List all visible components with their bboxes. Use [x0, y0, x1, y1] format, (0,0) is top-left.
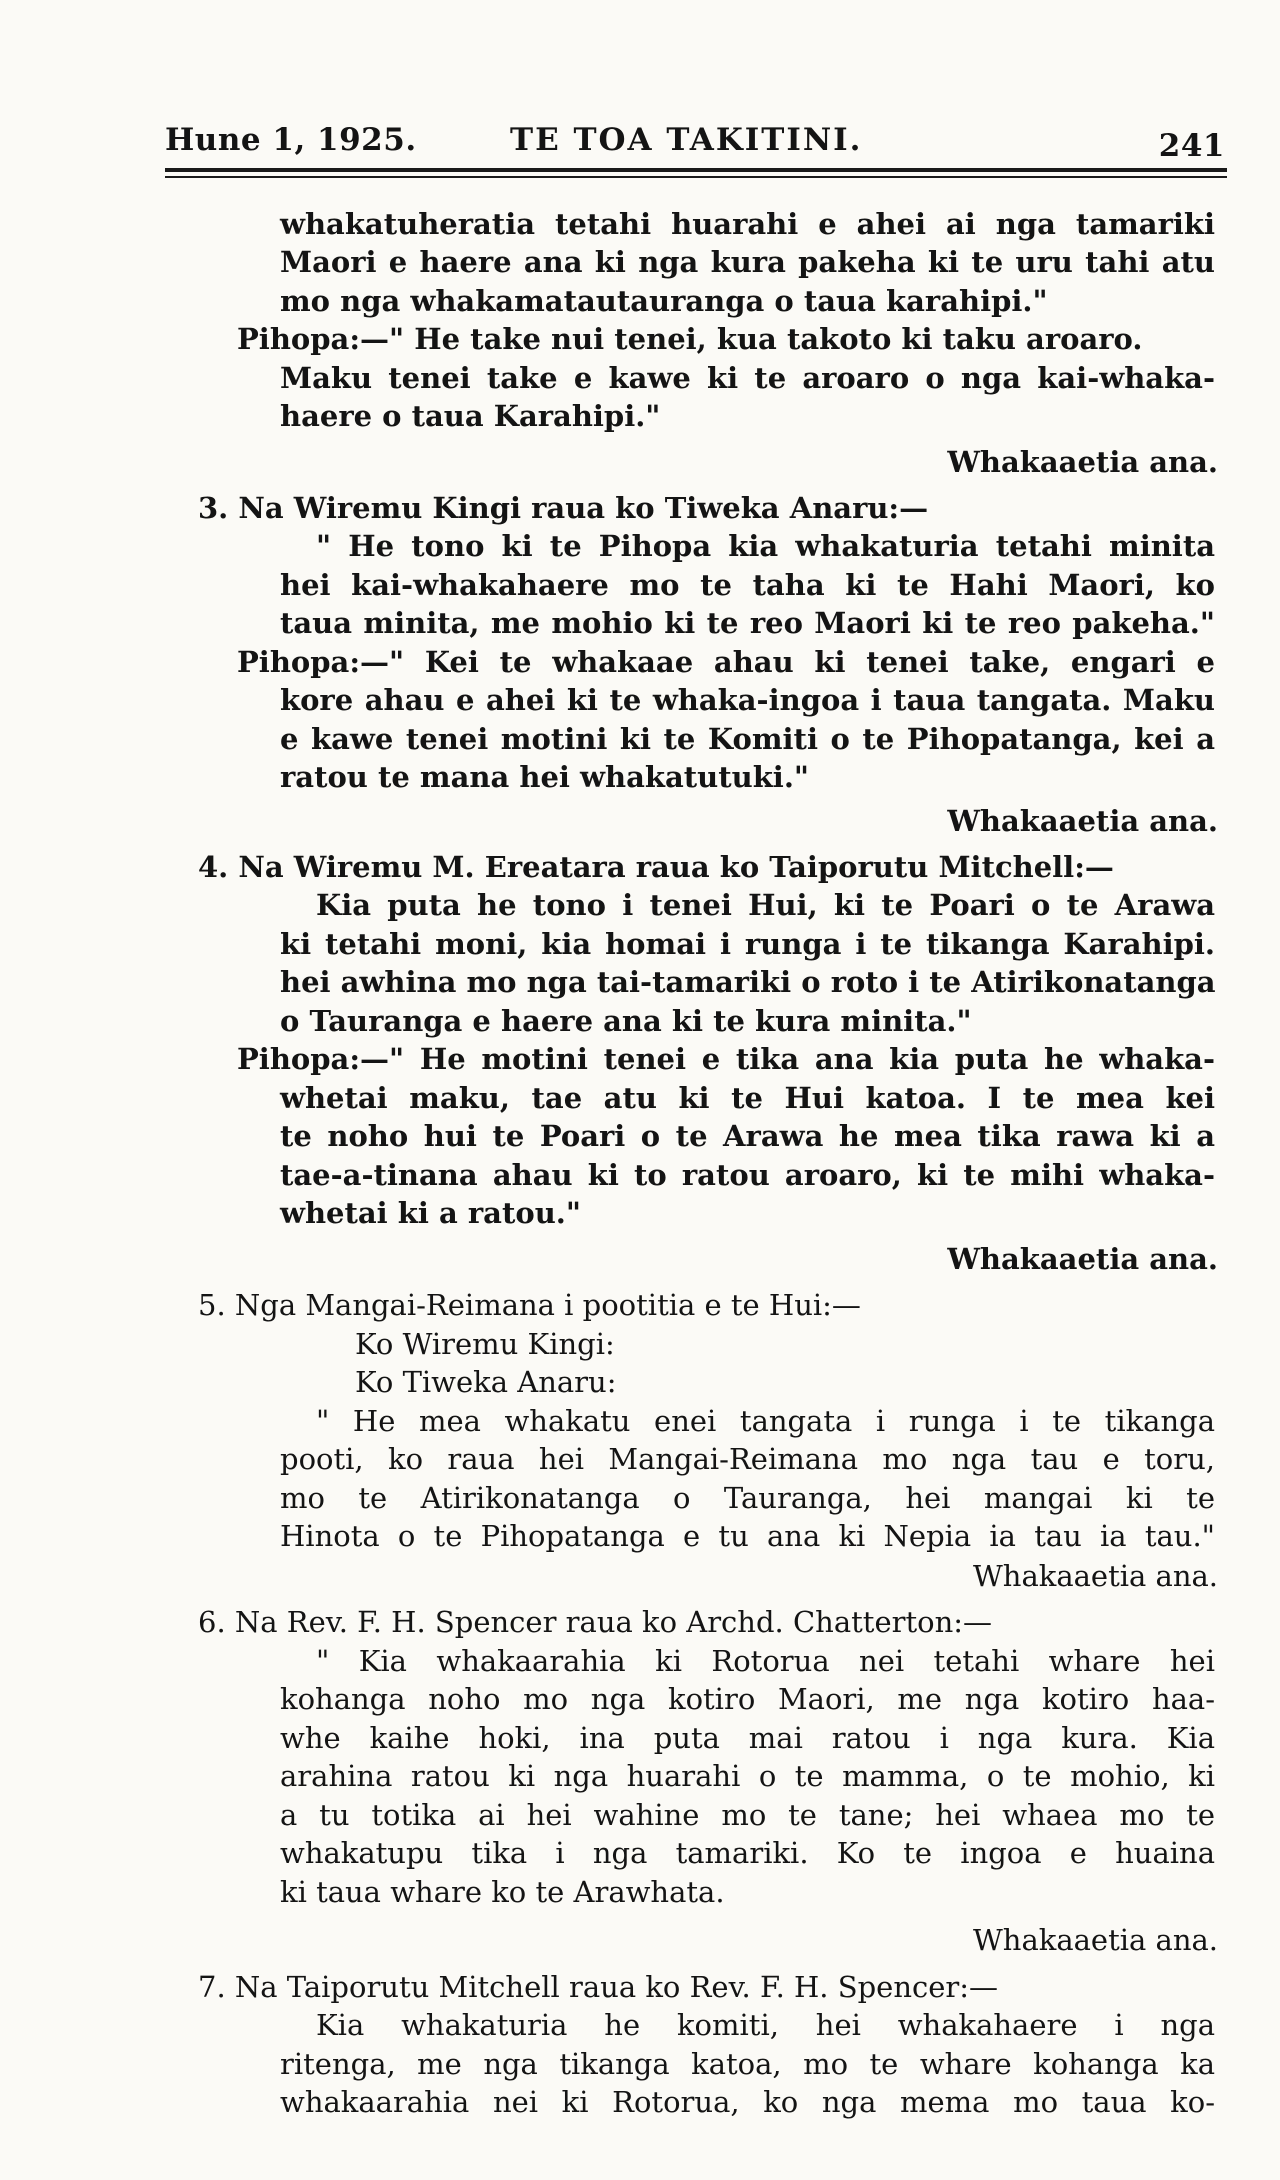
item-heading: 5. Nga Mangai-Reimana i pootitia e te Hui:— [198, 1288, 861, 1322]
header-rule-thin [165, 176, 1227, 178]
text-line: Maori e haere ana ki nga kura pakeha ki te uru tahi atu [280, 245, 1215, 279]
text-line: ratou te mana hei whakatutuki." [280, 760, 810, 794]
text-line: whakatupu tika i nga tamariki. Ko te ingoa e huaina [280, 1836, 1215, 1870]
text-line: Ko Tiweka Anaru: [355, 1365, 617, 1399]
text-line: mo te Atirikonatanga o Tauranga, hei mangai ki te [280, 1481, 1215, 1515]
text-line: " Kia whakaarahia ki Rotorua nei tetahi whare hei [316, 1644, 1215, 1678]
page-number: 241 [1158, 128, 1225, 164]
text-line: ritenga, me nga tikanga katoa, mo te whare kohanga ka [280, 2047, 1215, 2081]
approval-line: Whakaaetia ana. [947, 1242, 1218, 1276]
text-line: e kawe tenei motini ki te Komiti o te Pihopatanga, kei a [280, 722, 1215, 756]
text-line: haere o taua Karahipi." [280, 399, 661, 433]
running-header [165, 122, 1225, 170]
approval-line: Whakaaetia ana. [947, 445, 1218, 479]
text-line: Pihopa:—" He motini tenei e tika ana kia puta he whaka- [237, 1042, 1215, 1076]
text-line: whe kaihe hoki, ina puta mai ratou i nga kura. Kia [280, 1721, 1215, 1755]
item-heading: 3. Na Wiremu Kingi raua ko Tiweka Anaru:— [198, 491, 929, 525]
header-date: Hune 1, 1925. [165, 122, 417, 158]
text-line: Maku tenei take e kawe ki te aroaro o nga kai-whaka- [280, 361, 1215, 395]
item-heading: 4. Na Wiremu M. Ereatara raua ko Taiporutu Mitchell:— [198, 850, 1114, 884]
text-line: kohanga noho mo nga kotiro Maori, me nga kotiro haa- [280, 1682, 1215, 1716]
approval-line: Whakaaetia ana. [947, 804, 1218, 838]
text-line: hei kai-whakahaere mo te taha ki te Hahi Maori, ko [280, 568, 1215, 602]
text-line: Hinota o te Pihopatanga e tu ana ki Nepia ia tau ia tau." [280, 1519, 1215, 1553]
text-line: " He mea whakatu enei tangata i runga i te tikanga [316, 1404, 1215, 1438]
text-line: ki taua whare ko te Arawhata. [280, 1875, 725, 1909]
text-line: Pihopa:—" Kei te whakaae ahau ki tenei take, engari e [237, 645, 1215, 679]
text-line: te noho hui te Poari o te Arawa he mea tika rawa ki a [280, 1119, 1215, 1153]
text-line: Kia whakaturia he komiti, hei whakahaere i nga [316, 2008, 1215, 2042]
item-heading: 7. Na Taiporutu Mitchell raua ko Rev. F. H. Spencer:— [198, 1970, 999, 2004]
text-line: hei awhina mo nga tai-tamariki o roto i te Atirikonatanga [280, 965, 1216, 999]
text-line: " He tono ki te Pihopa kia whakaturia tetahi minita [316, 529, 1215, 563]
text-line: ki tetahi moni, kia homai i runga i te tikanga Karahipi. [280, 927, 1215, 961]
text-line: whakaarahia nei ki Rotorua, ko nga mema mo taua ko- [280, 2085, 1215, 2119]
text-line: arahina ratou ki nga huarahi o te mamma, o te mohio, ki [280, 1759, 1215, 1793]
text-line: taua minita, me mohio ki te reo Maori ki te reo pakeha." [280, 606, 1215, 640]
header-rule [165, 168, 1227, 172]
text-line: o Tauranga e haere ana ki te kura minita." [280, 1004, 972, 1038]
text-line: Ko Wiremu Kingi: [355, 1327, 615, 1361]
text-line: pooti, ko raua hei Mangai-Reimana mo nga tau e toru, [280, 1442, 1215, 1476]
text-line: Kia puta he tono i tenei Hui, ki te Poari o te Arawa [316, 888, 1215, 922]
item-heading: 6. Na Rev. F. H. Spencer raua ko Archd. Chatterton:— [198, 1605, 993, 1639]
text-line: whakatuheratia tetahi huarahi e ahei ai nga tamariki [280, 207, 1215, 241]
text-line: mo nga whakamatautauranga o taua karahipi." [280, 284, 1048, 318]
header-title: TE TOA TAKITINI. [510, 122, 863, 158]
approval-line: Whakaaetia ana. [973, 1559, 1218, 1593]
text-line: whetai maku, tae atu ki te Hui katoa. I te mea kei [280, 1081, 1215, 1115]
text-line: a tu totika ai hei wahine mo te tane; hei whaea mo te [280, 1798, 1215, 1832]
text-line: tae-a-tinana ahau ki to ratou aroaro, ki te mihi whaka- [280, 1158, 1215, 1192]
text-line: kore ahau e ahei ki te whaka-ingoa i taua tangata. Maku [280, 683, 1215, 717]
text-line: Pihopa:—" He take nui tenei, kua takoto ki taku aroaro. [237, 322, 1143, 356]
approval-line: Whakaaetia ana. [973, 1923, 1218, 1957]
text-line: whetai ki a ratou." [280, 1196, 581, 1230]
